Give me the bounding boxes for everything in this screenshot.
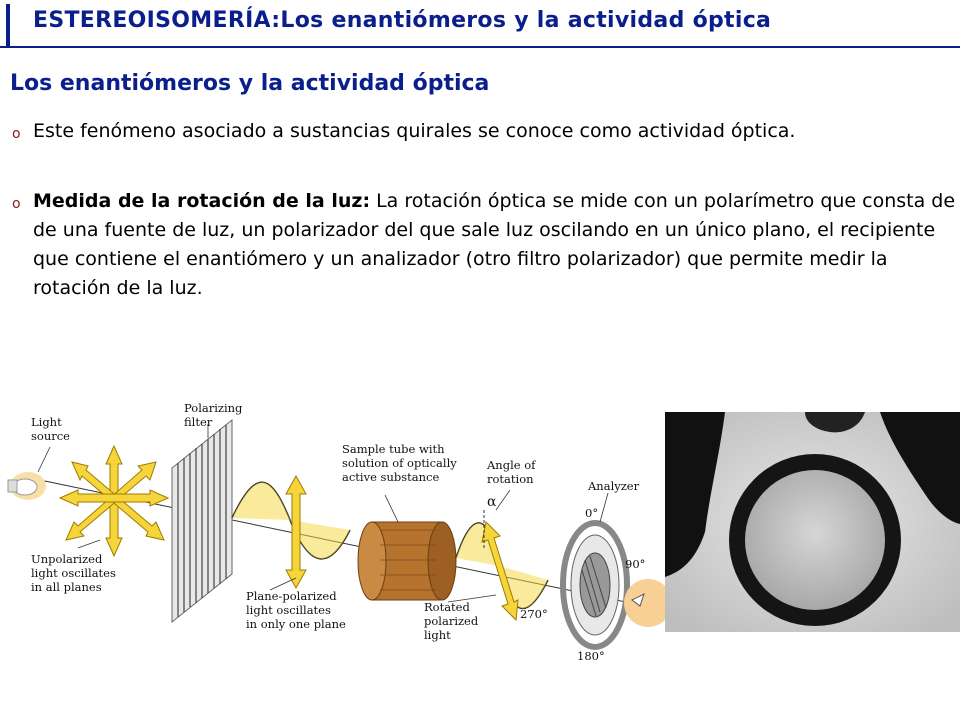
label-sample-1: Sample tube with <box>342 442 445 456</box>
title-accent <box>6 4 10 48</box>
label-alpha: α <box>487 494 497 510</box>
polarimeter-photo <box>665 412 960 632</box>
light-bulb-icon <box>8 472 46 500</box>
label-sample-3: active substance <box>342 470 440 484</box>
label-0-degrees: 0° <box>585 506 599 520</box>
label-rotated-1: Rotated <box>424 600 470 614</box>
label-sample-2: solution of optically <box>342 456 457 470</box>
label-plane-polarized-1: Plane-polarized <box>246 589 337 603</box>
eye-icon <box>624 579 665 627</box>
polarimeter-diagram <box>0 390 665 720</box>
label-angle-1: Angle of <box>487 458 536 472</box>
section-heading: Los enantiómeros y la actividad óptica <box>10 71 490 96</box>
bullet-marker: o <box>12 196 21 212</box>
label-unpolarized-1: Unpolarized <box>31 552 103 566</box>
bullet-2-bold: Medida de la rotación de la luz: <box>33 190 371 212</box>
label-180-degrees: 180° <box>577 649 605 663</box>
analyzer <box>563 523 627 647</box>
label-angle-2: rotation <box>487 472 534 486</box>
bullet-marker: o <box>12 126 21 142</box>
title-rule <box>0 46 960 48</box>
slide-title: ESTEREOISOMERÍA:Los enantiómeros y la actividad óptica <box>33 8 772 33</box>
label-polarizing-1: Polarizing <box>184 401 243 415</box>
bullet-2-text <box>33 187 958 303</box>
label-unpolarized-2: light oscillates <box>31 566 116 580</box>
bullet-2-body: La rotación óptica se mide con un polarímetro que consta de de una fuente de luz, un polarizador del que sale luz oscilando en un único plano, el recipiente que contiene el enantiómero y un analizador (otro filtro polarizador) que permite medir la rotación de la luz. <box>33 190 956 299</box>
label-analyzer: Analyzer <box>588 479 640 493</box>
label-90-degrees: 90° <box>625 557 646 571</box>
title-bar <box>0 0 960 52</box>
bullet-1-text: Este fenómeno asociado a sustancias quirales se conoce como actividad óptica. <box>33 120 796 142</box>
label-270-degrees: 270° <box>520 607 548 621</box>
eyepiece-lens <box>745 470 885 610</box>
label-unpolarized-3: in all planes <box>31 580 102 594</box>
unpolarized-light-icon <box>60 446 168 556</box>
label-light-source-1: Light <box>31 415 62 429</box>
label-polarizing-2: filter <box>184 415 213 429</box>
label-plane-polarized-2: light oscillates <box>246 603 331 617</box>
sample-tube <box>358 522 456 600</box>
label-rotated-2: polarized <box>424 614 479 628</box>
polarizing-filter <box>172 420 232 622</box>
label-plane-polarized-3: in only one plane <box>246 617 346 631</box>
label-light-source-2: source <box>31 429 70 443</box>
label-rotated-3: light <box>424 628 451 642</box>
